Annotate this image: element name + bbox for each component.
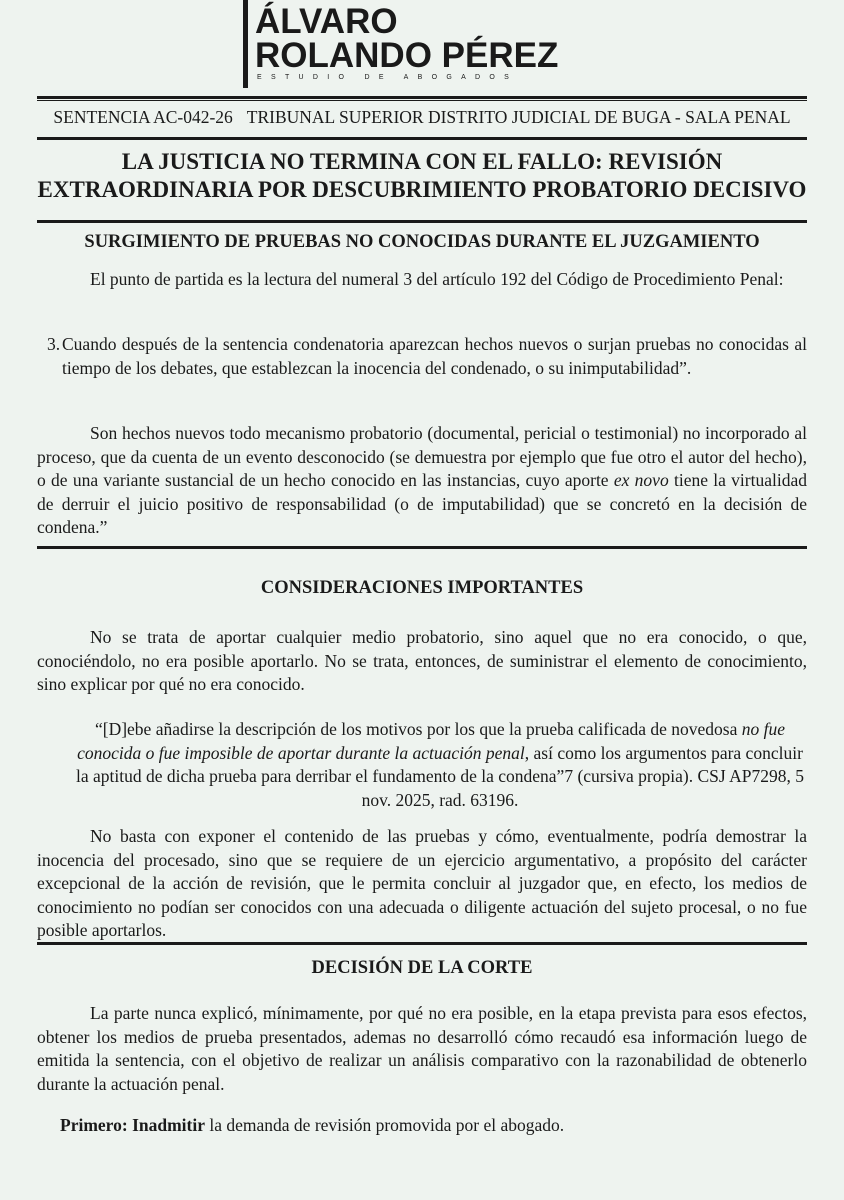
logo-subtitle: ESTUDIO DE ABOGADOS [257,74,519,81]
sentencia-line [0,107,844,128]
item-number: 3. [47,334,61,354]
quote-italic: no fue conocida o fue imposible de aportar durante la actuación penal [77,719,786,763]
title-rule [37,220,807,223]
decision-line [60,1114,807,1138]
top-rule [37,96,807,99]
section-heading-2: CONSIDERACIONES IMPORTANTES [260,578,584,598]
intro-paragraph: El punto de partida es la lectura del numeral 3 del artículo 192 del Código de Procedimiento Penal: [90,269,784,289]
jurisprudence-quote [70,718,810,812]
section-rule-2 [37,942,807,945]
page-title [0,148,844,204]
top-rule-thin [37,100,807,101]
decision-paragraph: La parte nunca explicó, mínimamente, por qué no era posible, en la etapa prevista para esos efectos, obtener los medios de prueba presentados, ademas no desarrolló cómo recaudó esa información luego de emitida la sentencia, con el objetivo de realizar un análisis comparativo con la razonabilidad de obtenerlo durante la actuación penal. [37,1003,807,1094]
argument-paragraph: No basta con exponer el contenido de las pruebas y cómo, eventualmente, podría demostrar la inocencia del procesado, sino que se requiere de un ejercicio argumentativo, a propósito del carácter excepcional de la acción de revisión, que le permita concluir al juzgador que, en efecto, los medios de conocimiento no podían ser conocidos con una adecuada o diligente actuación del sujeto procesal, o no fue posible aportarlos. [37,826,807,940]
decision-text: la demanda de revisión promovida por el abogado. [209,1115,565,1135]
section-heading-3: DECISIÓN DE LA CORTE [311,958,533,978]
item-text: Cuando después de la sentencia condenatoria aparezcan hechos nuevos o surjan pruebas no conocidas al tiempo de los debates, que establezcan la inocencia del condenado, o su inimputabilidad”. [62,334,807,378]
considerations-paragraph: No se trata de aportar cualquier medio probatorio, sino aquel que no era conocido, o que, conociéndolo, no era posible aportarlo. No se trata, entonces, de suministrar el elemento de conocimiento, sino explicar por qué no era conocido. [37,627,807,694]
logo-name-last: ROLANDO PÉREZ [255,36,559,75]
quote-text-end: , así como los argumentos para concluir la aptitud de dicha prueba para derribar el fundamento de la condena”7 (cursiva propia). CSJ AP7298, 5 nov. 2025, rad. 63196. [76,742,804,810]
definition-text-start: Son hechos nuevos todo mecanismo probatorio (documental, pericial o testimonial) no incorporado al proceso, que da cuenta de un evento desconocido (se demuestra por ejemplo que fue otro el autor del hecho), o de una variante sustancial de un hecho conocido en las instancias, cuyo aporte [37,423,807,490]
title-line-2: EXTRAORDINARIA POR DESCUBRIMIENTO PROBATORIO DECISIVO [37,177,807,202]
firm-logo [243,0,573,90]
decision-label: Primero: [60,1115,128,1135]
logo-name-first: ÁLVARO [255,2,398,41]
logo-bar [243,0,248,88]
quote-text-start: “[D]ebe añadirse la descripción de los motivos por los que la prueba calificada de novedosa [94,719,738,739]
section-heading-1: SURGIMIENTO DE PRUEBAS NO CONOCIDAS DURANTE EL JUZGAMIENTO [84,232,760,252]
title-line-1: LA JUSTICIA NO TERMINA CON EL FALLO: REVISIÓN [121,149,723,174]
definition-text-end: tiene la virtualidad de derruir el juicio positivo de responsabilidad (o de imputabilidad) que se concretó en la decisión de condena.” [37,470,807,537]
definition-italic: ex novo [613,470,669,490]
decision-verb: Inadmitir [132,1115,206,1135]
section-rule-1 [37,546,807,549]
court-name: TRIBUNAL SUPERIOR DISTRITO JUDICIAL DE BUGA - SALA PENAL [246,107,791,127]
definition-paragraph [37,422,807,540]
legal-item [47,333,807,380]
header-rule [37,137,807,140]
sentencia-code: SENTENCIA AC-042-26 [53,107,233,127]
